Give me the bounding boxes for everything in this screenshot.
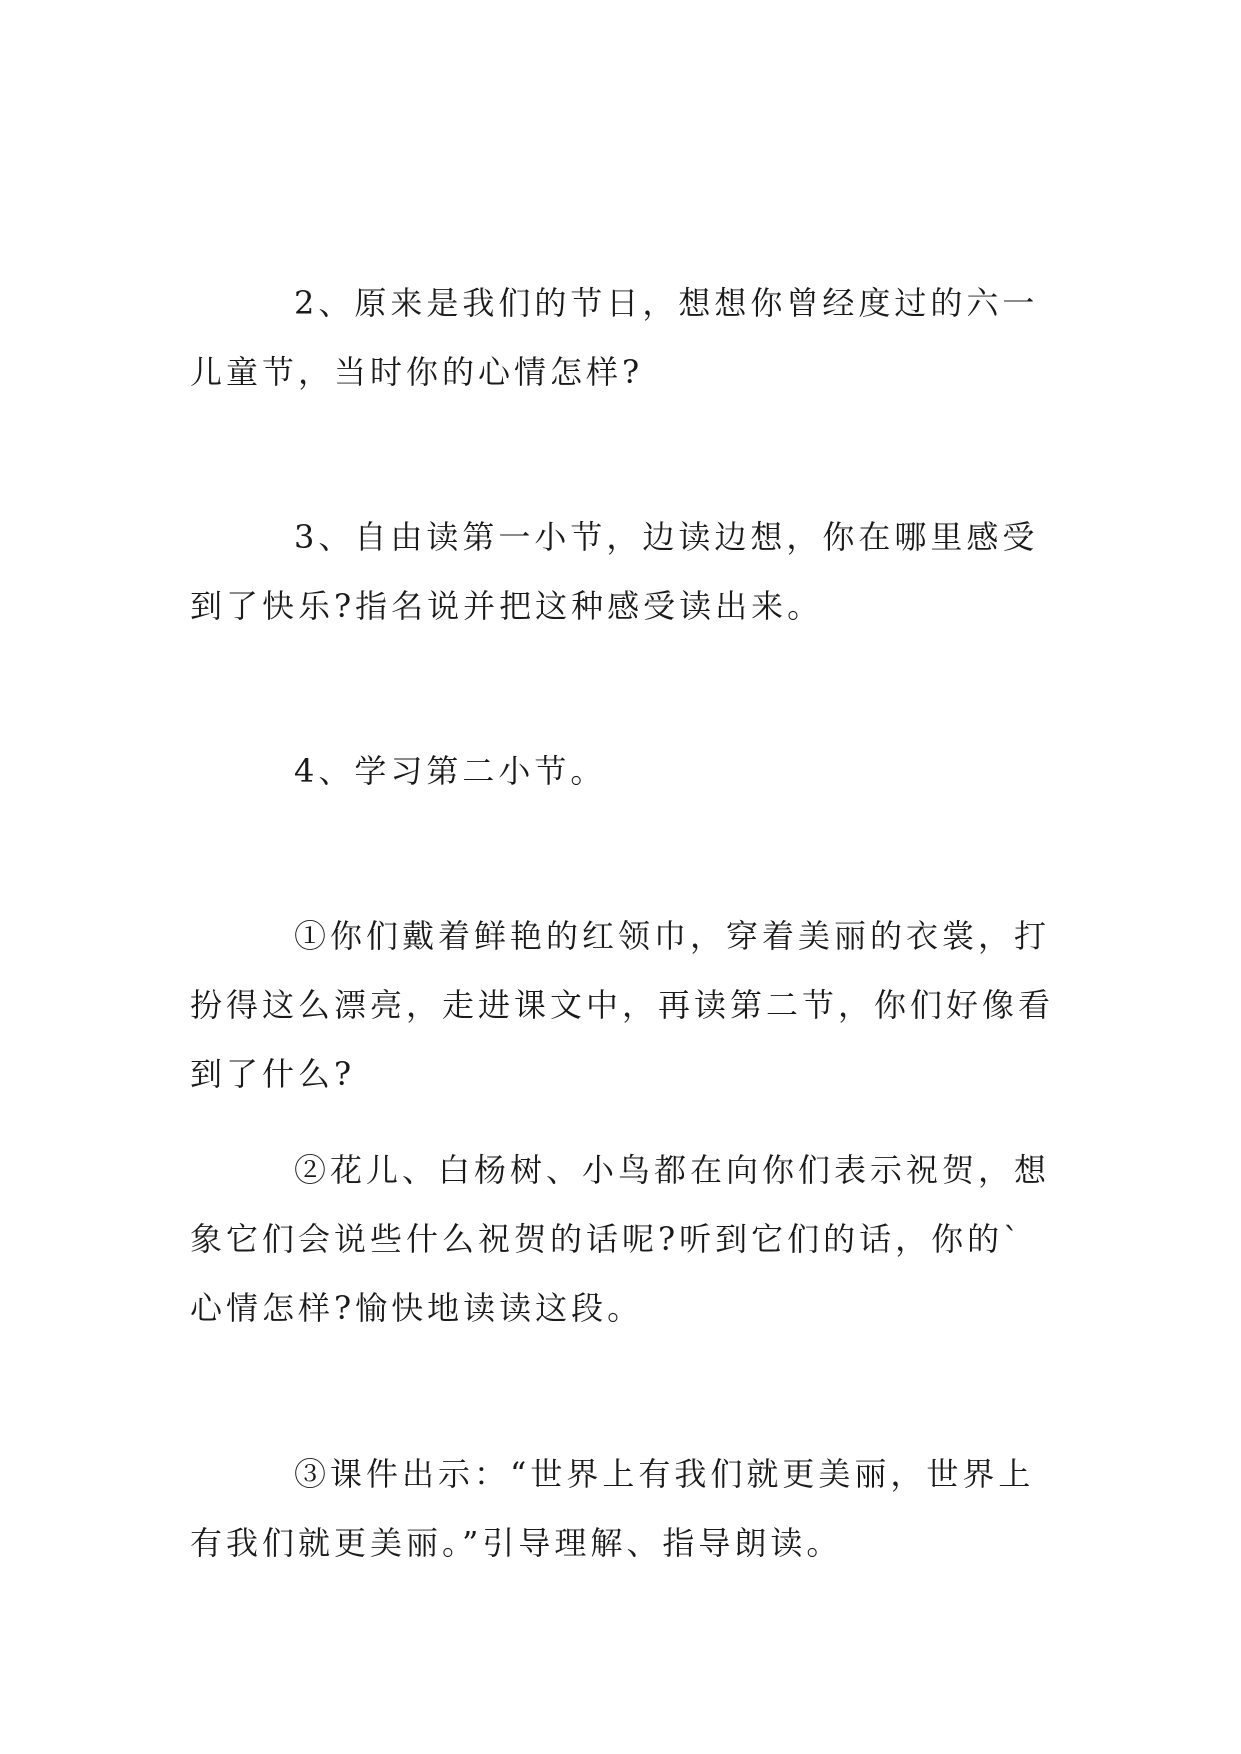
paragraph-item-3: ③课件出示：“世界上有我们就更美丽，世界上有我们就更美丽。”引导理解、指导朗读。 bbox=[190, 1455, 1035, 1562]
paragraph-step-2: 2、原来是我们的节日，想想你曾经度过的六一儿童节，当时你的心情怎样? bbox=[190, 284, 1039, 391]
paragraph-item-1: ①你们戴着鲜艳的红领巾，穿着美丽的衣裳，打扮得这么漂亮，走进课文中，再读第二节，你们好像看到了什么? bbox=[190, 917, 1055, 1093]
paragraph-item-2: ②花儿、白杨树、小鸟都在向你们表示祝贺，想象它们会说些什么祝贺的话呢?听到它们的话，你的`心情怎样?愉快地读读这段。 bbox=[190, 1151, 1051, 1327]
paragraph-step-4: 4、学习第二小节。 bbox=[294, 752, 607, 790]
paragraph-step-3: 3、自由读第一小节，边读边想，你在哪里感受到了快乐?指名说并把这种感受读出来。 bbox=[190, 518, 1039, 625]
